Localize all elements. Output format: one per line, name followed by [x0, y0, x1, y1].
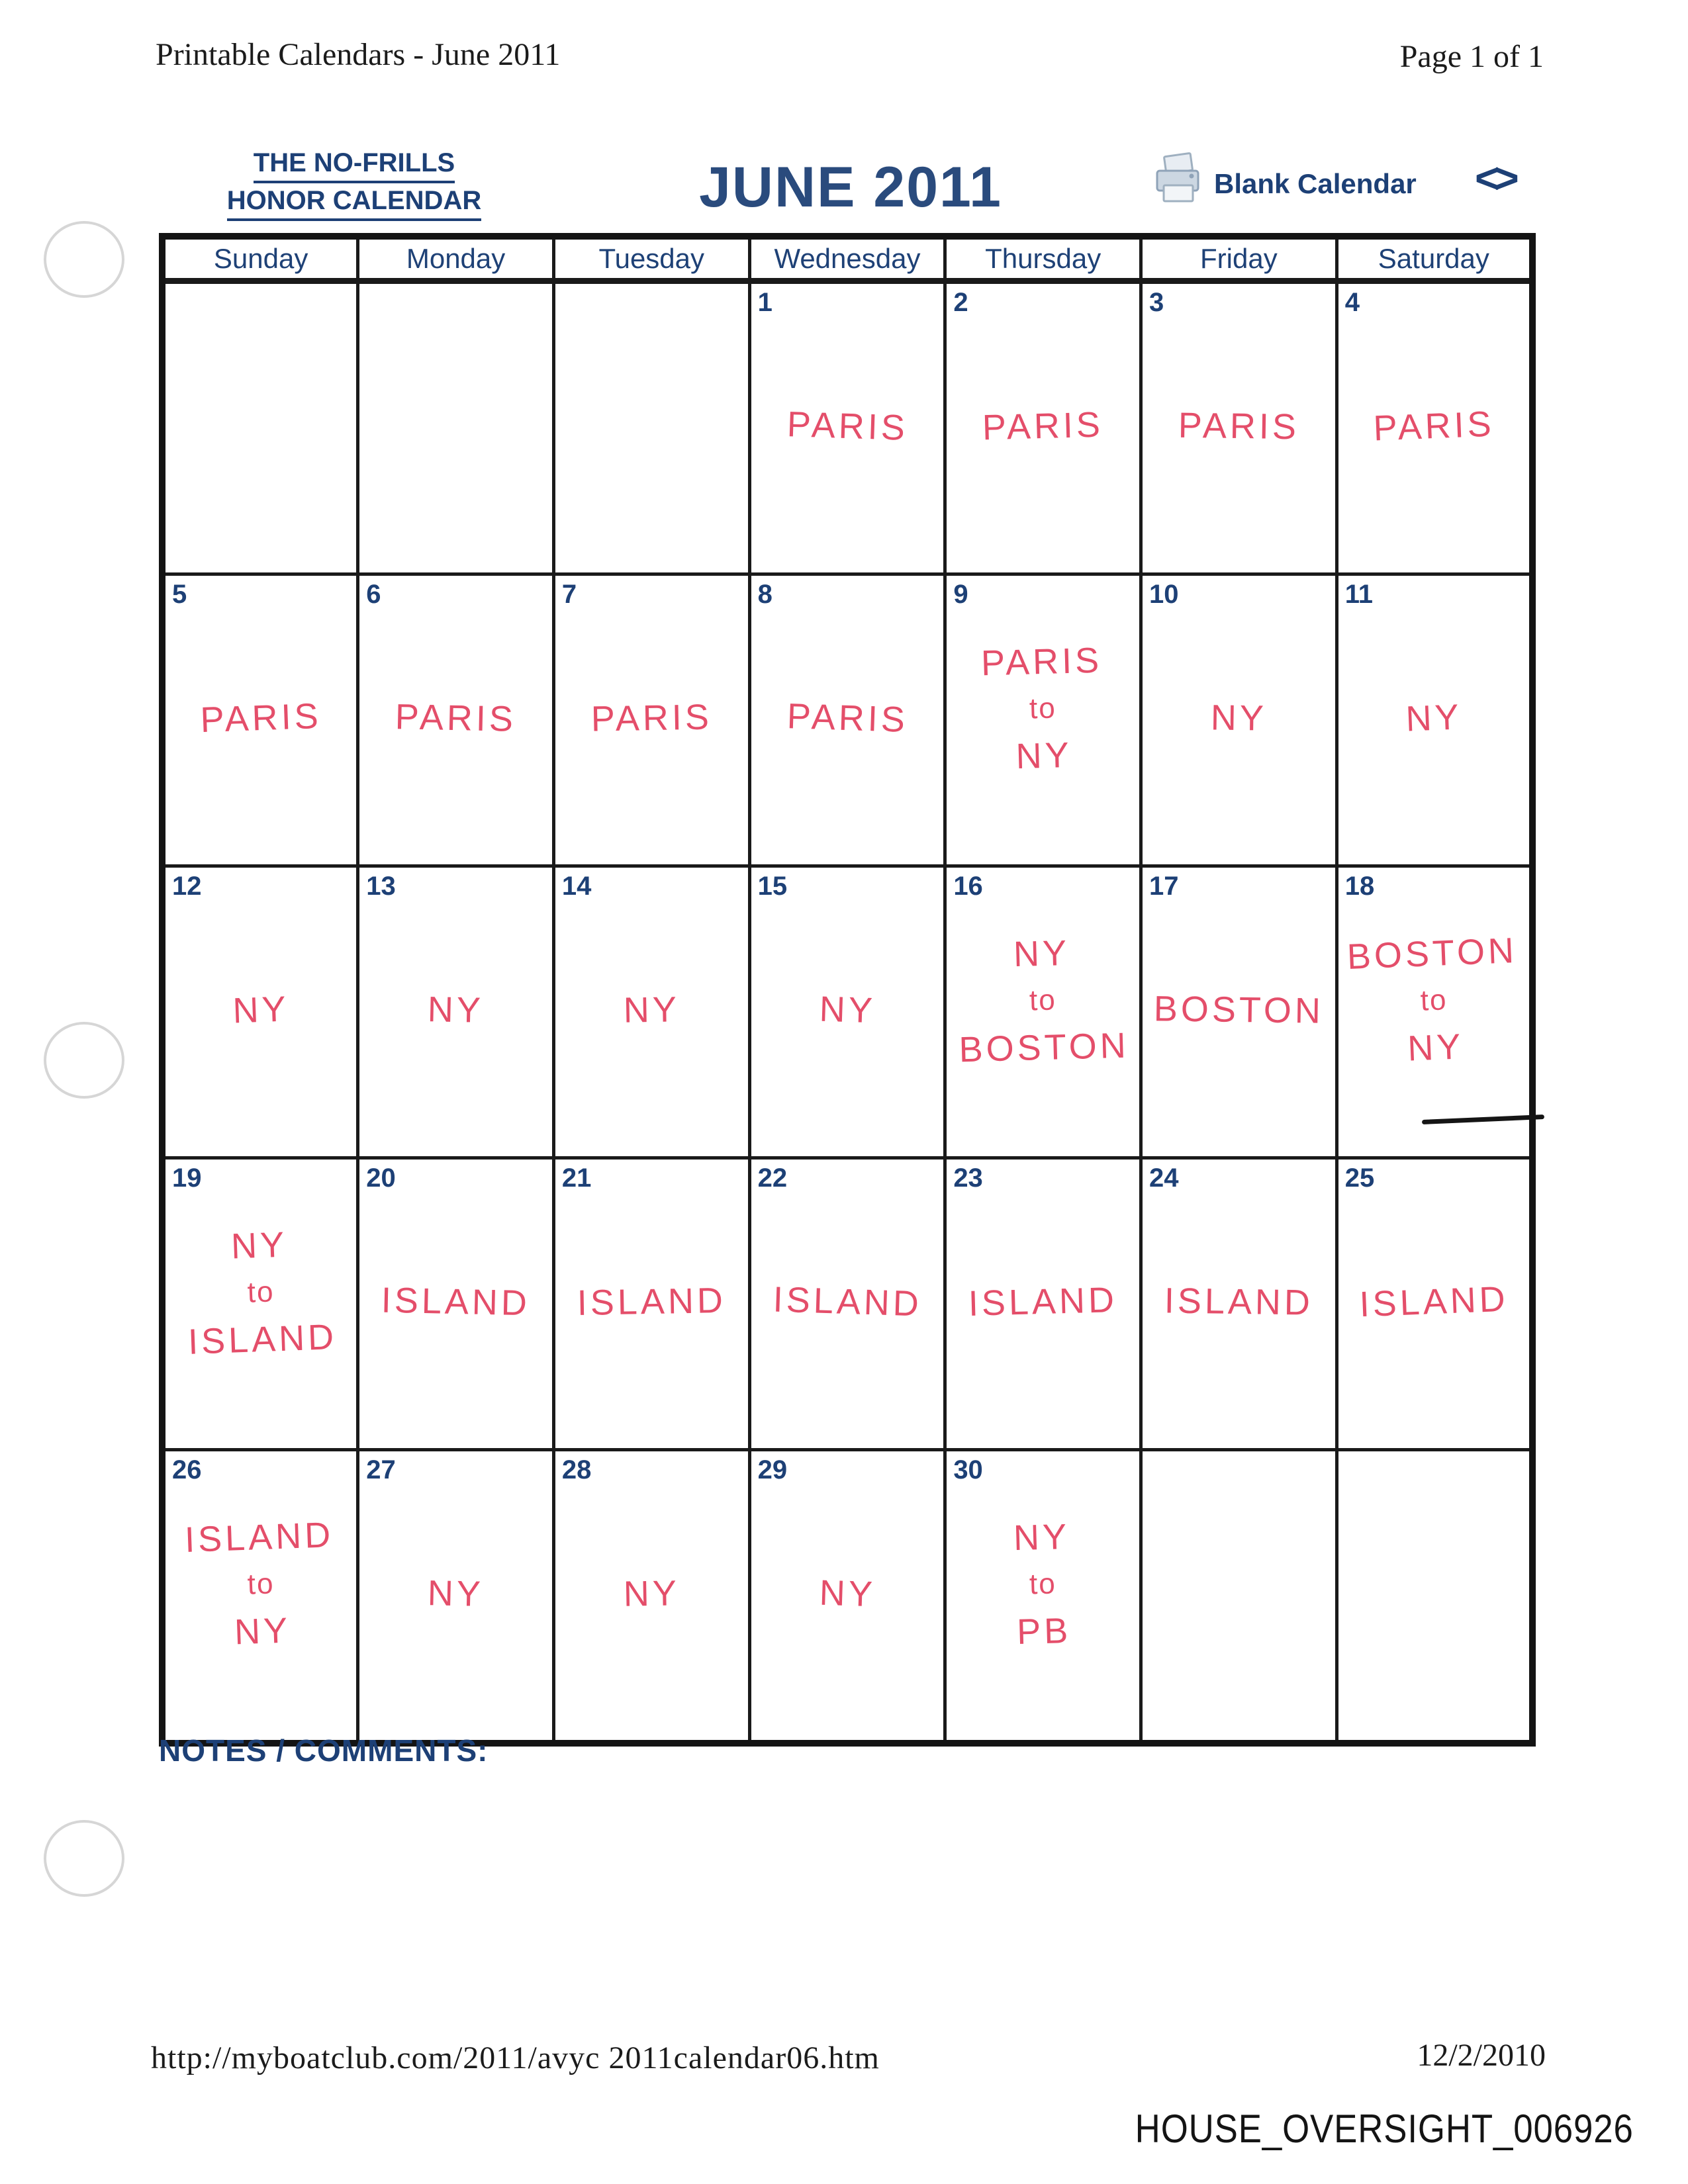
day-cell-empty — [1336, 1450, 1532, 1744]
calendar-week-row — [162, 574, 1532, 866]
day-number: 22 — [757, 1163, 788, 1193]
handwritten-line: BOSTON — [1346, 931, 1518, 977]
handwritten-line: PARIS — [786, 696, 909, 740]
day-number: 9 — [953, 580, 968, 609]
day-cell-14 — [553, 866, 749, 1158]
day-cell-empty — [553, 281, 749, 574]
handwritten-line: NY — [1405, 697, 1463, 739]
day-number: 13 — [366, 872, 396, 901]
day-number: 7 — [561, 580, 577, 609]
handwritten-line: NY — [427, 989, 485, 1030]
day-cell-19 — [162, 1158, 358, 1450]
handwritten-entry — [1142, 983, 1335, 1037]
handwritten-entry — [555, 1566, 748, 1621]
handwritten-line: PARIS — [980, 640, 1103, 684]
day-cell-9 — [945, 574, 1141, 866]
handwritten-line: PARIS — [395, 697, 517, 739]
day-cell-25 — [1336, 1158, 1532, 1450]
day-number: 5 — [172, 580, 187, 609]
handwritten-line: PARIS — [1372, 404, 1495, 449]
page-header-title: Printable Calendars - June 2011 — [156, 37, 561, 72]
day-cell-16 — [945, 866, 1141, 1158]
day-number: 25 — [1344, 1163, 1375, 1193]
calendar-week-row — [162, 1158, 1532, 1450]
handwritten-line: ISLAND — [187, 1317, 338, 1362]
day-cell-26 — [162, 1450, 358, 1744]
footer-url: http://myboatclub.com/2011/avyc 2011calendar06.htm — [151, 2040, 880, 2075]
handwritten-entry — [1337, 1272, 1530, 1331]
weekday-header: Thursday — [945, 236, 1141, 281]
day-number: 10 — [1149, 580, 1179, 609]
handwritten-line: NY — [623, 989, 680, 1030]
day-cell-28 — [553, 1450, 749, 1744]
handwritten-line: PB — [1016, 1611, 1072, 1653]
handwritten-entry — [1337, 396, 1530, 455]
day-cell-18 — [1336, 866, 1532, 1158]
day-cell-empty — [162, 281, 358, 574]
day-number: 29 — [757, 1455, 788, 1484]
handwritten-entry — [1336, 925, 1532, 1077]
handwritten-entry — [359, 982, 552, 1038]
handwritten-entry — [750, 1565, 944, 1622]
day-number: 28 — [561, 1455, 592, 1484]
notes-label: NOTES / COMMENTS: — [159, 1733, 489, 1768]
handwritten-entry — [359, 690, 552, 746]
punch-hole — [44, 1820, 124, 1897]
day-number: 27 — [366, 1455, 396, 1484]
day-number: 14 — [561, 872, 592, 901]
bates-stamp: HOUSE_OVERSIGHT_006926 — [1135, 2107, 1634, 2151]
page-number: Page 1 of 1 — [1399, 39, 1544, 74]
weekday-header: Monday — [358, 236, 554, 281]
handwritten-entry — [750, 981, 944, 1038]
day-cell-29 — [749, 1450, 945, 1744]
day-number: 21 — [561, 1163, 592, 1193]
handwritten-line: ISLAND — [381, 1280, 531, 1324]
handwritten-entry — [1142, 1275, 1335, 1329]
day-cell-7 — [553, 574, 749, 866]
handwritten-entry — [945, 1509, 1141, 1660]
day-cell-8 — [749, 574, 945, 866]
handwritten-entry — [945, 633, 1141, 784]
handwritten-line: ISLAND — [1164, 1281, 1314, 1323]
handwritten-to: to — [1029, 1567, 1057, 1601]
day-number: 26 — [172, 1455, 202, 1484]
blank-calendar-label: Blank Calendar — [1214, 168, 1417, 199]
day-number: 16 — [953, 872, 983, 901]
day-number: 6 — [366, 580, 381, 609]
handwritten-line: PARIS — [199, 696, 322, 741]
handwritten-line: NY — [818, 1572, 876, 1615]
day-number: 20 — [366, 1163, 396, 1193]
punch-hole — [44, 1022, 124, 1099]
handwritten-line: NY — [623, 1573, 680, 1614]
handwritten-line: BOSTON — [1153, 989, 1325, 1031]
handwritten-line: PARIS — [982, 404, 1104, 448]
day-cell-15 — [749, 866, 945, 1158]
calendar-body — [162, 281, 1532, 1744]
handwritten-entry — [946, 1273, 1140, 1330]
day-cell-empty — [358, 281, 554, 574]
handwritten-line: ISLAND — [184, 1515, 335, 1560]
handwritten-entry — [750, 1273, 944, 1330]
day-number: 23 — [953, 1163, 983, 1193]
day-cell-2 — [945, 281, 1141, 574]
calendar-grid — [159, 233, 1536, 1747]
day-number: 3 — [1149, 288, 1164, 317]
handwritten-line: NY — [234, 1610, 292, 1653]
handwritten-line: ISLAND — [772, 1279, 923, 1324]
handwritten-line: PARIS — [1178, 405, 1300, 447]
handwritten-line: PARIS — [590, 697, 713, 739]
handwritten-line: NY — [1210, 698, 1268, 739]
day-number: 2 — [953, 288, 968, 317]
day-number: 12 — [172, 872, 202, 901]
day-number: 17 — [1149, 872, 1179, 901]
handwritten-line: NY — [1015, 735, 1073, 777]
day-cell-10 — [1141, 574, 1337, 866]
prev-next-arrows-icon: <> — [1475, 154, 1514, 202]
brand-line1: THE NO-FRILLS — [254, 146, 455, 183]
handwritten-line: NY — [427, 1573, 485, 1614]
weekday-header: Tuesday — [553, 236, 749, 281]
handwritten-entry — [359, 1274, 552, 1330]
day-cell-12 — [162, 866, 358, 1158]
day-cell-empty — [1141, 1450, 1337, 1744]
weekday-header: Wednesday — [749, 236, 945, 281]
handwritten-entry — [1142, 399, 1335, 453]
handwritten-line: NY — [1406, 1026, 1465, 1069]
weekday-header: Friday — [1141, 236, 1337, 281]
handwritten-line: ISLAND — [1358, 1279, 1509, 1325]
handwritten-entry — [163, 1216, 359, 1369]
day-cell-3 — [1141, 281, 1337, 574]
day-number: 1 — [757, 288, 773, 317]
day-cell-1 — [749, 281, 945, 574]
handwritten-line: NY — [230, 1224, 289, 1267]
weekday-row — [162, 236, 1532, 281]
day-cell-6 — [358, 574, 554, 866]
handwritten-entry — [750, 689, 944, 747]
day-cell-21 — [553, 1158, 749, 1450]
day-cell-30 — [945, 1450, 1141, 1744]
punch-hole — [44, 221, 124, 298]
handwritten-to: to — [1419, 983, 1448, 1018]
handwritten-entry — [555, 982, 748, 1037]
day-cell-17 — [1141, 866, 1337, 1158]
handwritten-entry — [945, 925, 1141, 1076]
day-cell-27 — [358, 1450, 554, 1744]
weekday-header: Sunday — [162, 236, 358, 281]
day-cell-4 — [1336, 281, 1532, 574]
day-number: 15 — [757, 872, 788, 901]
handwritten-entry — [1337, 688, 1530, 747]
printer-icon — [1150, 151, 1206, 210]
footer-date: 12/2/2010 — [1417, 2038, 1546, 2073]
day-number: 18 — [1344, 872, 1375, 901]
handwritten-line: ISLAND — [577, 1281, 727, 1323]
handwritten-entry — [555, 1274, 748, 1329]
handwritten-to: to — [1029, 983, 1057, 1017]
day-cell-23 — [945, 1158, 1141, 1450]
handwritten-entry — [165, 981, 357, 1039]
brand-line2: HONOR CALENDAR — [227, 183, 481, 221]
day-number: 30 — [953, 1455, 983, 1484]
handwritten-entry — [750, 397, 944, 455]
day-number: 8 — [757, 580, 773, 609]
day-cell-11 — [1336, 574, 1532, 866]
handwritten-line: BOSTON — [959, 1025, 1130, 1070]
handwritten-line: ISLAND — [968, 1280, 1118, 1324]
day-number: 4 — [1344, 288, 1360, 317]
calendar-week-row — [162, 1450, 1532, 1744]
day-cell-5 — [162, 574, 358, 866]
handwritten-to: to — [246, 1275, 275, 1309]
day-number: 24 — [1149, 1163, 1179, 1193]
handwritten-to: to — [246, 1567, 275, 1601]
month-title: JUNE 2011 — [699, 156, 1002, 219]
calendar-week-row — [162, 281, 1532, 574]
calendar-week-row — [162, 866, 1532, 1158]
day-cell-22 — [749, 1158, 945, 1450]
day-cell-20 — [358, 1158, 554, 1450]
handwritten-entry — [555, 690, 748, 745]
handwritten-to: to — [1029, 692, 1057, 725]
handwritten-line: NY — [818, 989, 876, 1031]
brand-title — [199, 146, 510, 221]
day-cell-24 — [1141, 1158, 1337, 1450]
handwritten-entry — [1142, 691, 1335, 745]
handwritten-line: NY — [232, 989, 290, 1031]
day-number: 11 — [1344, 580, 1374, 609]
day-number: 19 — [172, 1163, 202, 1193]
handwritten-entry — [359, 1566, 552, 1621]
handwritten-entry — [165, 689, 357, 747]
weekday-header: Saturday — [1336, 236, 1532, 281]
day-cell-13 — [358, 866, 554, 1158]
handwritten-entry — [946, 398, 1140, 455]
handwritten-line: PARIS — [786, 404, 909, 448]
handwritten-line: NY — [1013, 1516, 1071, 1559]
handwritten-entry — [163, 1508, 359, 1661]
handwritten-line: NY — [1013, 933, 1071, 975]
